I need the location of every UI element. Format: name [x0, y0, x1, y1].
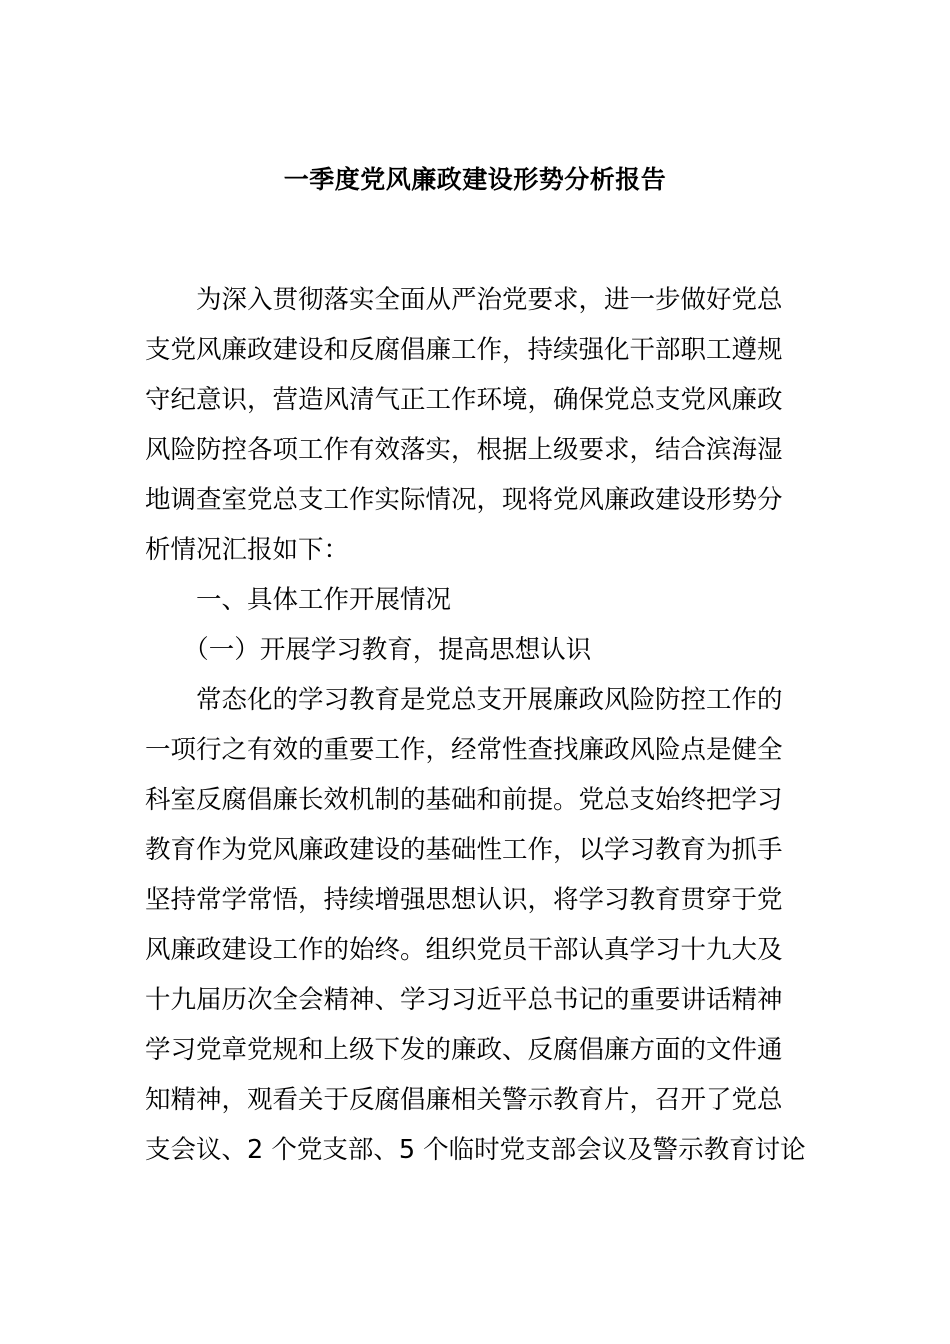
paragraph-line: 教育作为党风廉政建设的基础性工作，以学习教育为抓手 [145, 835, 783, 865]
section-heading: 一、具体工作开展情况 [145, 585, 452, 615]
paragraph-line: 支党风廉政建设和反腐倡廉工作，持续强化干部职工遵规 [145, 335, 783, 365]
paragraph-line: 常态化的学习教育是党总支开展廉政风险防控工作的 [145, 685, 783, 715]
paragraph-line: 地调查室党总支工作实际情况，现将党风廉政建设形势分 [145, 485, 783, 515]
paragraph-line: 知精神，观看关于反腐倡廉相关警示教育片，召开了党总 [145, 1085, 783, 1115]
document-title: 一季度党风廉政建设形势分析报告 [283, 165, 667, 194]
paragraph-line: 风险防控各项工作有效落实，根据上级要求，结合滨海湿 [145, 435, 783, 465]
paragraph-line: 支会议、2 个党支部、5 个临时党支部会议及警示教育讨论 [145, 1135, 806, 1165]
subsection-heading: （一）开展学习教育，提高思想认识 [145, 635, 592, 665]
paragraph-line: 科室反腐倡廉长效机制的基础和前提。党总支始终把学习 [145, 785, 783, 815]
paragraph-line: 一项行之有效的重要工作，经常性查找廉政风险点是健全 [145, 735, 783, 765]
paragraph-line: 十九届历次全会精神、学习习近平总书记的重要讲话精神 [145, 985, 783, 1015]
paragraph-line: 风廉政建设工作的始终。组织党员干部认真学习十九大及 [145, 935, 783, 965]
paragraph-line: 坚持常学常悟，持续增强思想认识，将学习教育贯穿于党 [145, 885, 783, 915]
paragraph-line: 守纪意识，营造风清气正工作环境，确保党总支党风廉政 [145, 385, 783, 415]
paragraph-line: 学习党章党规和上级下发的廉政、反腐倡廉方面的文件通 [145, 1035, 783, 1065]
paragraph-line: 为深入贯彻落实全面从严治党要求，进一步做好党总 [145, 285, 783, 315]
paragraph-line: 析情况汇报如下： [145, 535, 350, 565]
